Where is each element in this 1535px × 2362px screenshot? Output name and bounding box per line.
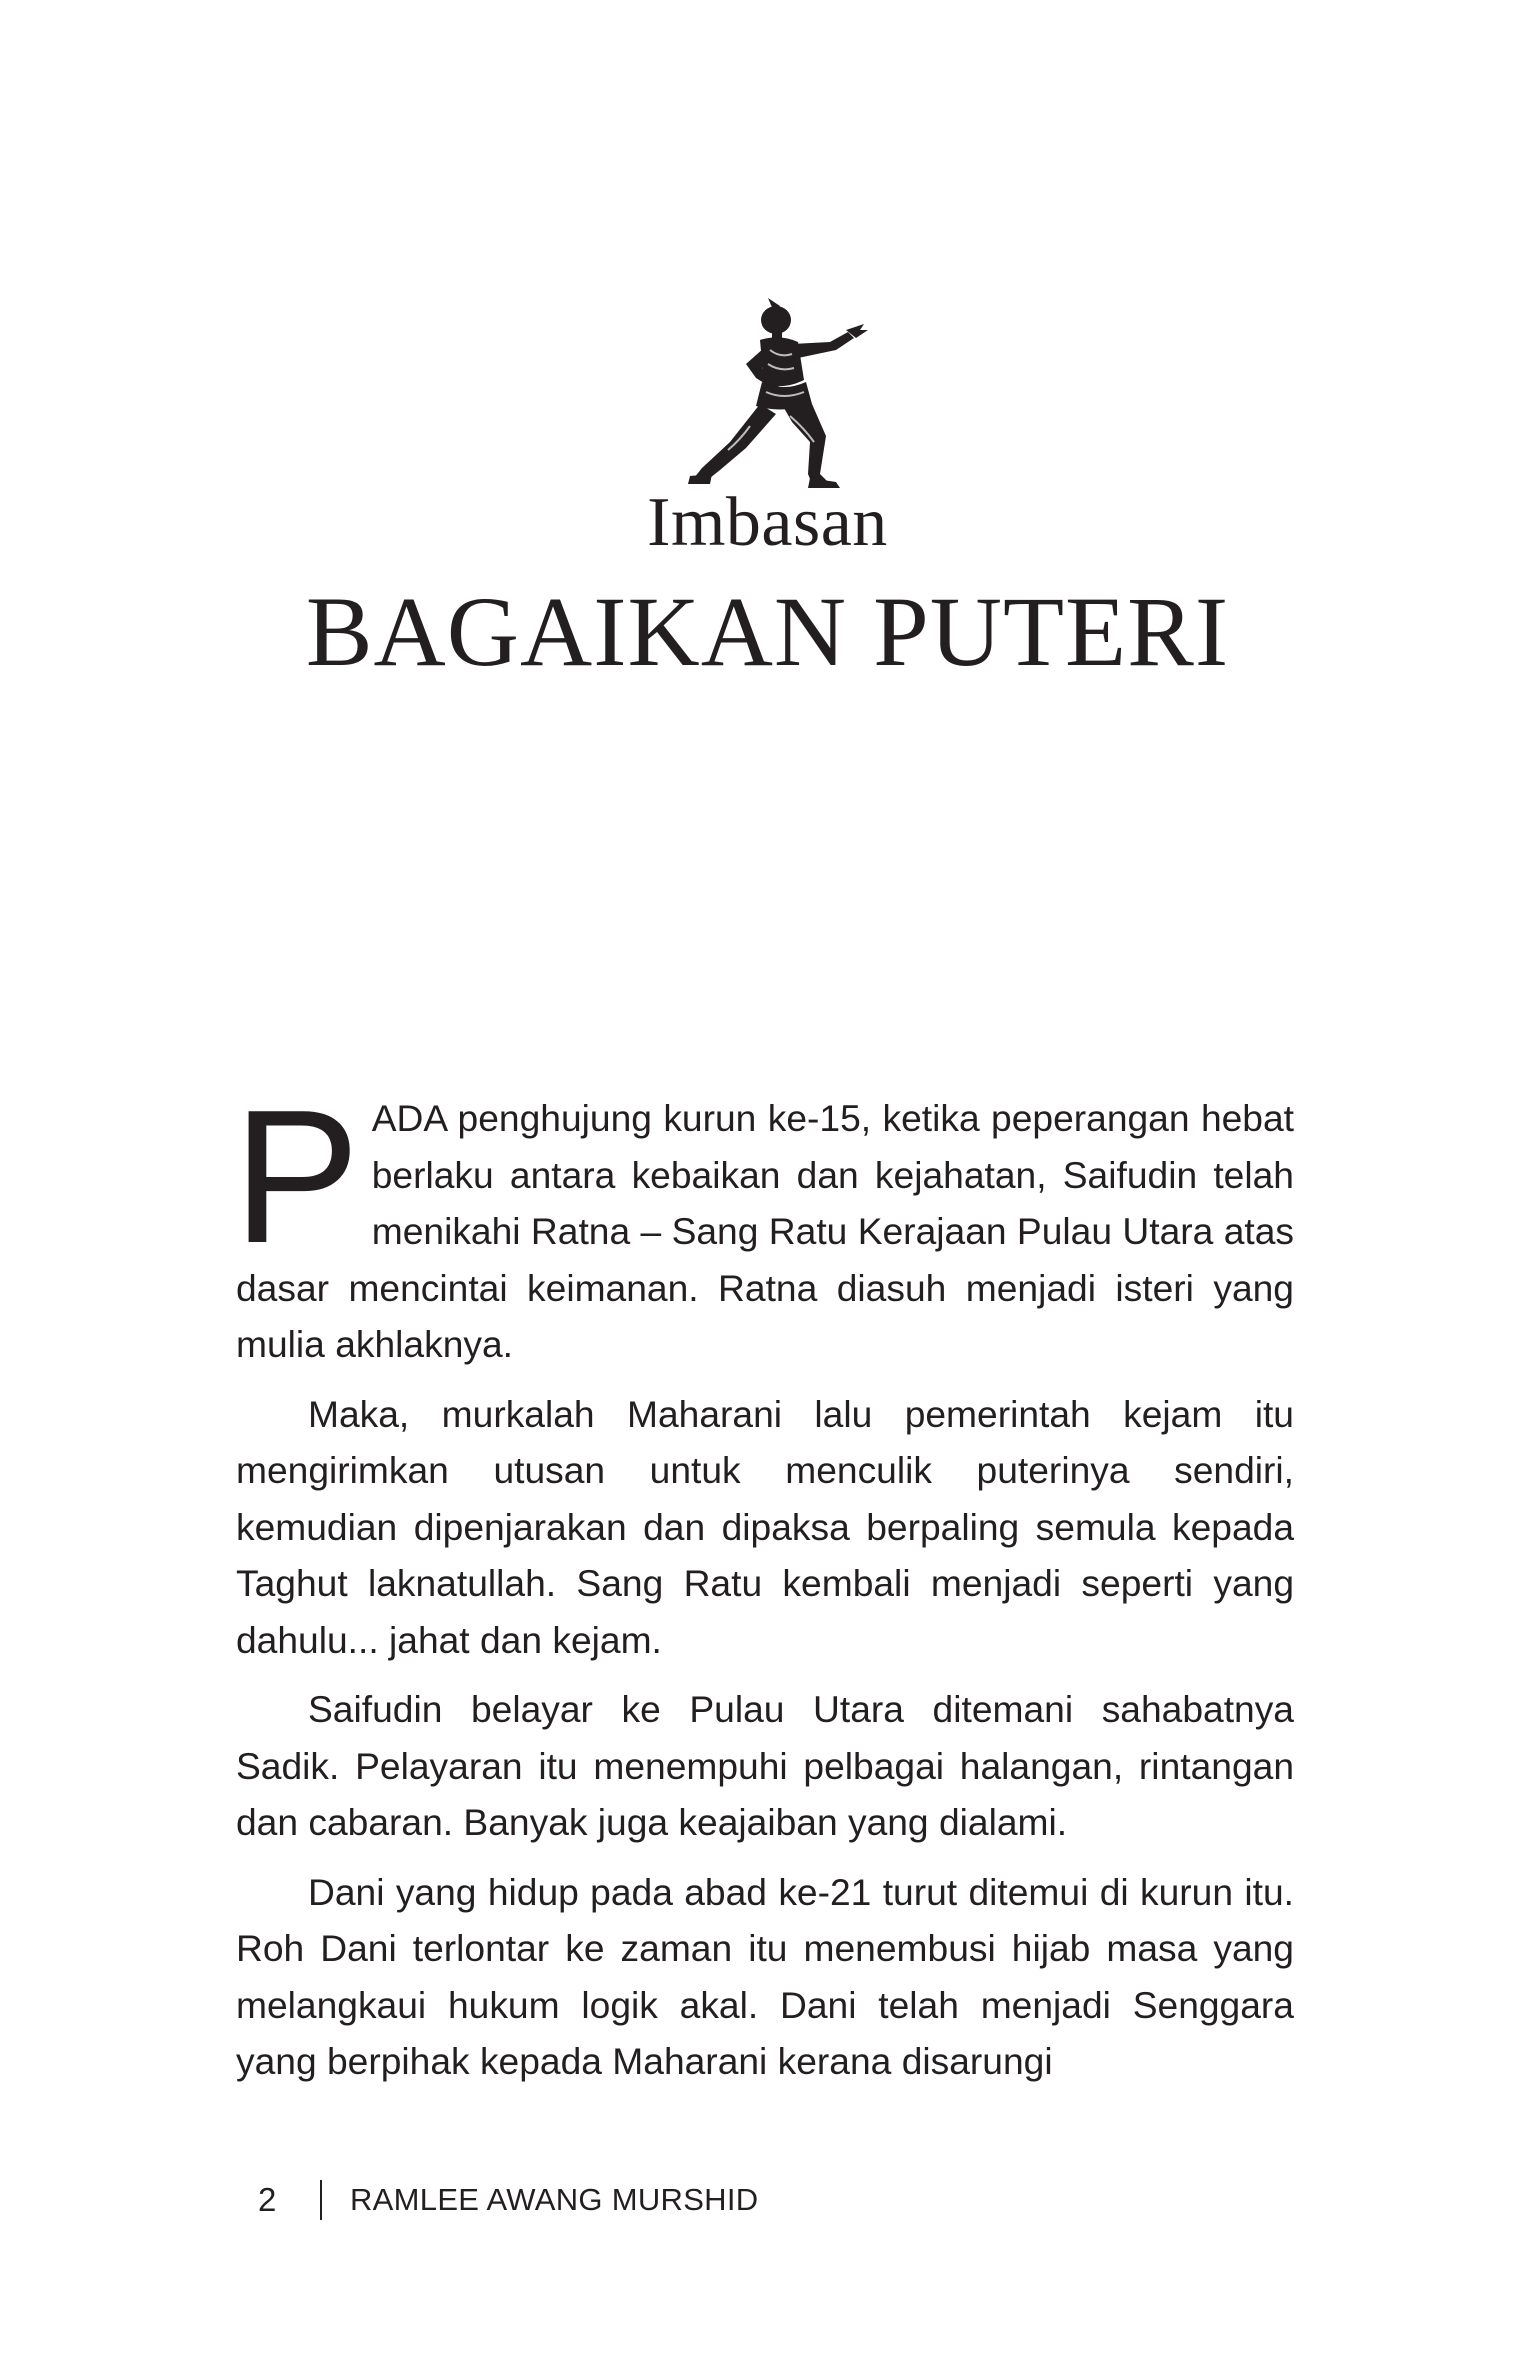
paragraph: Saifudin belayar ke Pulau Utara ditemani sahabatnya Sadik. Pelayaran itu menempuhi pelbagai halangan, rintangan dan cabaran. Banyak juga keajaiban yang dialami.	[236, 1688, 1294, 1843]
silat-fighter-icon	[680, 292, 870, 492]
body-text	[233, 1071, 1294, 2103]
drop-cap: P	[233, 1071, 360, 1283]
chapter-subtitle: Imbasan	[647, 484, 888, 561]
paragraph-text: ADA penghujung kurun ke-15, ketika peperangan hebat berlaku antara kebaikan dan kejahatan, Saifudin telah menikahi Ratna – Sang Ratu Kerajaan Pulau Utara atas dasar mencintai keimanan. Ratna diasuh menjadi isteri yang mulia akhlaknya.	[236, 1097, 1294, 1365]
footer-divider	[320, 2180, 322, 2220]
author-name: RAMLEE AWANG MURSHID	[350, 2182, 759, 2217]
chapter-title: BAGAIKAN PUTERI	[305, 576, 1230, 687]
paragraph: Dani yang hidup pada abad ke-21 turut ditemui di kurun itu. Roh Dani terlontar ke zaman itu menembusi hijab masa yang melangkaui hukum logik akal. Dani telah menjadi Senggara yang berpihak kepada Maharani kerana disarungi	[236, 1870, 1294, 2082]
paragraph: Maka, murkalah Maharani lalu pemerintah kejam itu mengirimkan utusan untuk menculik puterinya sendiri, kemudian dipenjarakan dan dipaksa berpaling semula kepada Taghut laknatullah. Sang Ratu kembali menjadi seperti yang dahulu... jahat dan kejam.	[236, 1392, 1294, 1661]
paragraph	[233, 1071, 1294, 1373]
page-footer	[258, 2178, 758, 2222]
page-number: 2	[258, 2181, 277, 2218]
